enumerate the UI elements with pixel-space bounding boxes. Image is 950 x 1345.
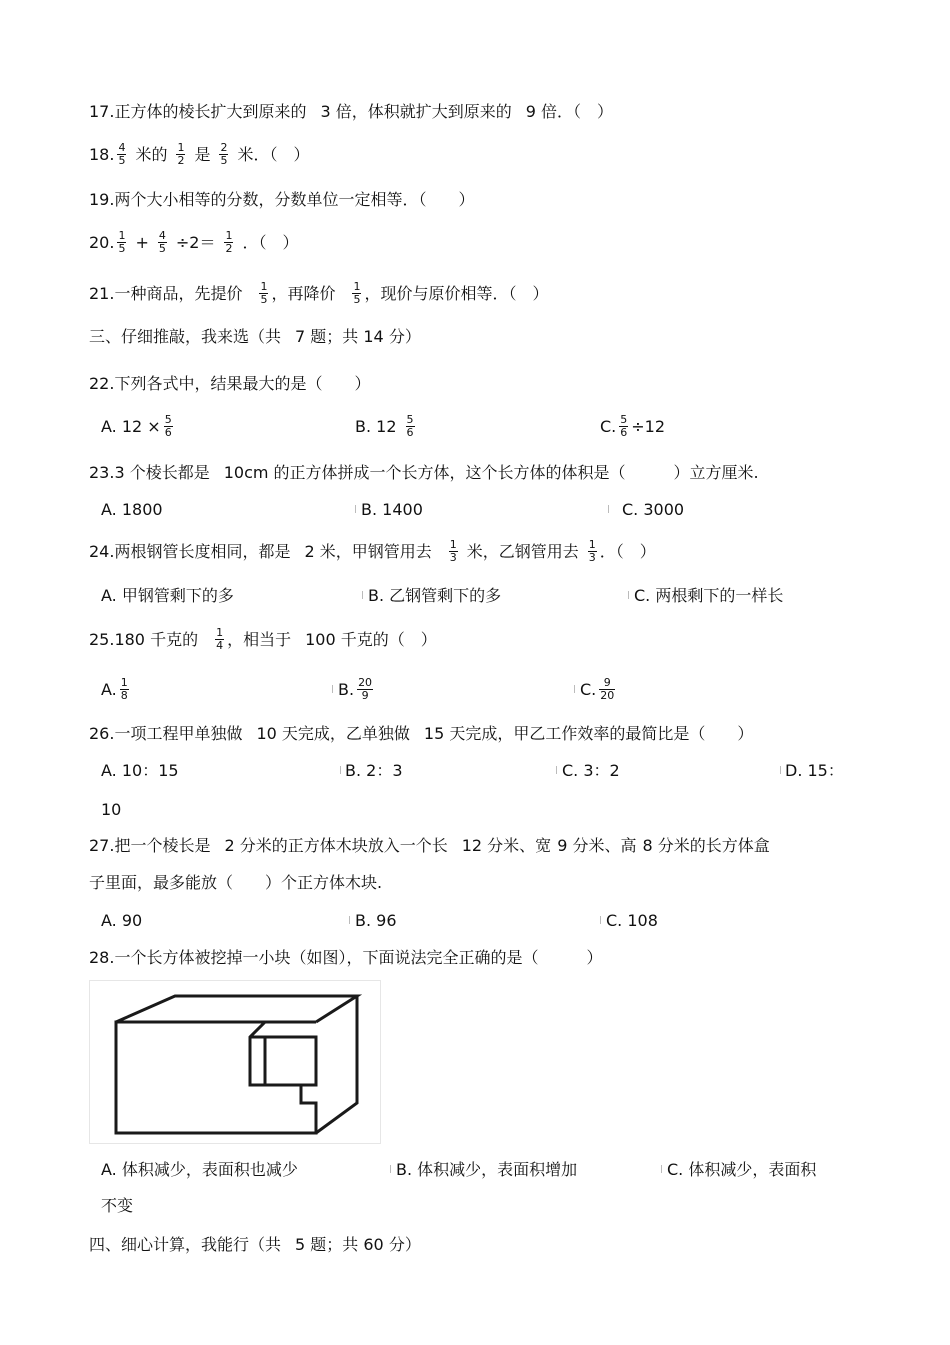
fraction: $\frac{5}{6}$ (620, 413, 628, 439)
option-28-b[interactable]: B. 体积减少，表面积增加 (396, 1159, 578, 1179)
scan-mark (574, 685, 575, 693)
question-17: 17.正方体的棱长扩大到原来的 3 倍，体积就扩大到原来的 9 倍．（ ） (89, 101, 614, 121)
fraction: $\frac{1}{2}$ (225, 229, 233, 255)
scan-mark (390, 1165, 391, 1173)
fraction: $\frac{4}{5}$ (118, 141, 126, 167)
question-23: 23.3 个棱长都是 10cm 的正方体拼成一个长方体，这个长方体的体积是（ ）立方厘米. (89, 462, 759, 482)
option-26-a[interactable]: A. 10：15 (101, 760, 179, 780)
fraction: $\frac{1}{5}$ (260, 280, 268, 306)
fraction: $\frac{1}{3}$ (449, 538, 457, 564)
fraction: $\frac{1}{5}$ (353, 280, 361, 306)
option-28-c-continued: 不变 (101, 1195, 134, 1215)
fraction: $\frac{9}{20}$ (600, 676, 615, 702)
scan-mark (628, 591, 629, 599)
scan-mark (355, 505, 356, 513)
fraction: $\frac{20}{9}$ (358, 676, 373, 702)
question-19: 19.两个大小相等的分数，分数单位一定相等．（ ） (89, 189, 475, 209)
fraction: $\frac{4}{5}$ (158, 229, 166, 255)
scan-mark (608, 505, 609, 513)
cuboid-with-cutout-figure (89, 980, 381, 1144)
scan-mark (340, 766, 341, 774)
section-4-heading: 四、细心计算，我能行（共 5 题；共 60 分） (89, 1234, 421, 1254)
fraction: $\frac{5}{6}$ (164, 413, 172, 439)
option-23-c[interactable]: C. 3000 (622, 499, 685, 519)
fraction: $\frac{1}{8}$ (120, 676, 128, 702)
scan-mark (556, 766, 557, 774)
option-27-b[interactable]: B. 96 (355, 910, 397, 930)
option-22-b[interactable]: B. 12 $\frac{5}{6}$ (355, 413, 414, 439)
option-24-a[interactable]: A. 甲钢管剩下的多 (101, 585, 234, 605)
scan-mark (780, 766, 781, 774)
option-23-a[interactable]: A. 1800 (101, 499, 163, 519)
scan-mark (349, 916, 350, 924)
question-20: 20. $\frac{1}{5}$ + $\frac{4}{5}$ ÷2＝ $\frac{1}{2}$ ．（ ） (89, 229, 299, 255)
option-26-b[interactable]: B. 2：3 (345, 760, 403, 780)
question-18: 18. $\frac{4}{5}$ 米的 $\frac{1}{2}$ 是 $\frac{2}{5}$ 米．（ ） (89, 141, 310, 167)
question-25: 25.180 千克的 $\frac{1}{4}$ ，相当于 100 千克的（ ） (89, 626, 437, 652)
fraction: $\frac{5}{6}$ (406, 413, 414, 439)
option-26-d[interactable]: D. 15： (785, 760, 844, 780)
fraction: $\frac{1}{5}$ (118, 229, 126, 255)
fraction: $\frac{1}{3}$ (588, 538, 596, 564)
option-25-c[interactable]: C. $\frac{9}{20}$ (580, 676, 615, 702)
option-23-b[interactable]: B. 1400 (361, 499, 423, 519)
option-28-c[interactable]: C. 体积减少，表面积 (667, 1159, 817, 1179)
question-26: 26.一项工程甲单独做 10 天完成，乙单独做 15 天完成，甲乙工作效率的最简比是（ ） (89, 723, 754, 743)
scan-mark (362, 591, 363, 599)
question-24: 24.两根钢管长度相同，都是 2 米，甲钢管用去 $\frac{1}{3}$ 米，乙钢管用去 $\frac{1}{3}$ ．（ ） (89, 538, 656, 564)
option-28-a[interactable]: A. 体积减少，表面积也减少 (101, 1159, 298, 1179)
option-26-d-continued: 10 (101, 799, 122, 819)
option-26-c[interactable]: C. 3：2 (562, 760, 620, 780)
option-25-b[interactable]: B. $\frac{20}{9}$ (338, 676, 373, 702)
question-28: 28.一个长方体被挖掉一小块（如图），下面说法完全正确的是（ ） (89, 947, 603, 967)
scan-mark (332, 685, 333, 693)
option-27-c[interactable]: C. 108 (606, 910, 658, 930)
question-22: 22.下列各式中，结果最大的是（ ） (89, 373, 371, 393)
option-22-a[interactable]: A. 12 × $\frac{5}{6}$ (101, 413, 172, 439)
fraction: $\frac{2}{5}$ (220, 141, 228, 167)
question-27: 27.把一个棱长是 2 分米的正方体木块放入一个长 12 分米、宽 9 分米、高 8 分米的长方体盒 (89, 835, 770, 855)
scan-mark (661, 1165, 662, 1173)
fraction: $\frac{1}{4}$ (216, 626, 224, 652)
option-22-c[interactable]: C. $\frac{5}{6}$ ÷12 (600, 413, 666, 439)
question-21: 21.一种商品，先提价 $\frac{1}{5}$ ，再降价 $\frac{1}{5}$ ，现价与原价相等．（ ） (89, 280, 549, 306)
scan-mark (600, 916, 601, 924)
option-24-b[interactable]: B. 乙钢管剩下的多 (368, 585, 502, 605)
option-25-a[interactable]: A. $\frac{1}{8}$ (101, 676, 128, 702)
question-27-line-2: 子里面，最多能放（ ）个正方体木块. (89, 872, 383, 892)
option-27-a[interactable]: A. 90 (101, 910, 143, 930)
section-3-heading: 三、仔细推敲，我来选（共 7 题；共 14 分） (89, 326, 421, 346)
option-24-c[interactable]: C. 两根剩下的一样长 (634, 585, 784, 605)
fraction: $\frac{1}{2}$ (177, 141, 185, 167)
